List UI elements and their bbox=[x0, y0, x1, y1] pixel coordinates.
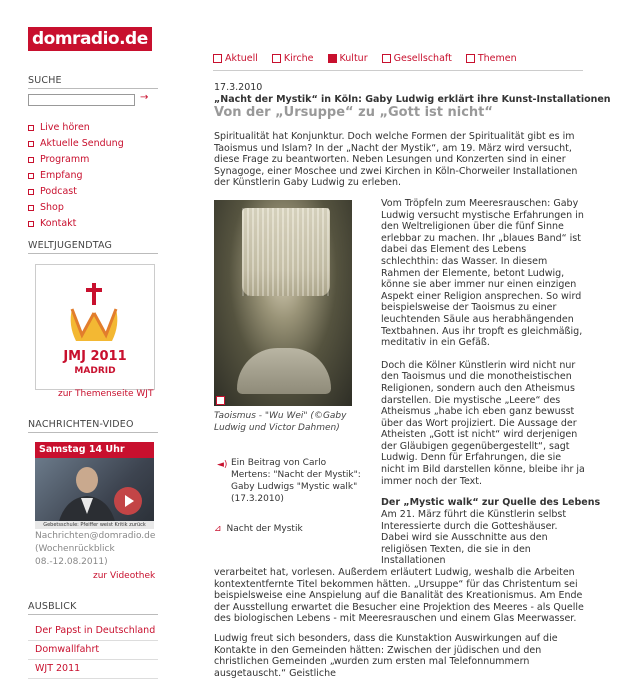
play-icon[interactable] bbox=[114, 487, 142, 515]
tab-label: Kultur bbox=[339, 53, 368, 64]
paragraph: Am 21. März führt die Künstlerin selbst Interessierte durch die Gotteshäuser. Dabei wird sie Ausschnitte aus den religiösen Texten, die sie in den Installationen bbox=[381, 509, 567, 567]
paragraph: Ludwig freut sich besonders, dass die Kunstaktion Auswirkungen auf die Kontakte in den Gemeinden hätten: Zwischen der jüdischen und den christlichen Gemeinden „wurden zum ersten mal Telefonnummern ausgetauscht.“ Geistliche bbox=[214, 633, 558, 679]
audio-icon: ◄) bbox=[217, 460, 228, 470]
bullet-square-icon bbox=[28, 141, 34, 147]
left-nav-item[interactable] bbox=[28, 201, 124, 217]
checkbox-square-icon bbox=[213, 54, 222, 63]
tab-aktuell[interactable] bbox=[213, 53, 258, 64]
video-heading: NACHRICHTEN-VIDEO bbox=[28, 419, 134, 430]
site-logo[interactable]: domradio.de bbox=[28, 27, 152, 51]
article-subheading: Der „Mystic walk“ zur Quelle des Lebens bbox=[381, 497, 601, 508]
checkbox-square-icon bbox=[272, 54, 281, 63]
video-link-text: Nacht der Mystik bbox=[226, 524, 303, 534]
audio-link[interactable] bbox=[214, 457, 364, 505]
ausblick-item[interactable]: Der Papst in Deutschland bbox=[28, 622, 158, 641]
left-nav-label: Shop bbox=[40, 202, 64, 213]
checkbox-square-filled-icon bbox=[328, 54, 337, 63]
left-nav-label: Empfang bbox=[40, 170, 83, 181]
left-nav-label: Podcast bbox=[40, 186, 77, 197]
video-link[interactable] bbox=[214, 524, 303, 534]
ausblick-heading: AUSBLICK bbox=[28, 601, 77, 612]
left-nav-label: Programm bbox=[40, 154, 90, 165]
bullet-square-icon bbox=[28, 221, 34, 227]
search-input[interactable] bbox=[28, 94, 135, 106]
bullet-square-icon bbox=[28, 173, 34, 179]
search-heading: SUCHE bbox=[28, 75, 62, 86]
wjt-heading: WELTJUGENDTAG bbox=[28, 240, 113, 251]
bullet-square-icon bbox=[28, 125, 34, 131]
article-date: 17.3.2010 bbox=[214, 82, 263, 93]
wjt-banner[interactable] bbox=[35, 264, 155, 390]
article-headline: Von der „Ursuppe“ zu „Gott ist nicht“ bbox=[214, 105, 493, 120]
ausblick-item[interactable]: WJT 2011 bbox=[28, 660, 158, 679]
article-body-column bbox=[381, 198, 586, 498]
tab-kultur[interactable] bbox=[328, 53, 368, 64]
video-teaser[interactable] bbox=[35, 442, 154, 529]
video-description: Nachrichten@domradio.de (Wochenrückblick 08.-12.08.2011) bbox=[35, 531, 156, 567]
search-submit-arrow-icon[interactable]: → bbox=[140, 92, 149, 103]
bullet-square-icon bbox=[28, 157, 34, 163]
article-photo[interactable] bbox=[214, 200, 352, 406]
top-nav bbox=[213, 53, 531, 64]
tab-gesellschaft[interactable] bbox=[382, 53, 452, 64]
video-badge: Samstag 14 Uhr bbox=[35, 442, 154, 458]
paragraph: verarbeitet hat, vorlesen. Außerdem erläutert Ludwig, weshalb die Arbeiten kontextentfernte Titel bekommen hätten. „Ursuppe“ für das Christentum sei beispielsweise eine Anspielung auf die Banalität des Kreationismus. Am Ende der Ausstellung erwartet die Besucher eine Projektion des Meeres - als Quelle des biologischen Lebens - mit Meeresrauschen und einem Glas Meerwasser. bbox=[214, 567, 584, 625]
left-nav bbox=[28, 121, 124, 233]
left-nav-label: Kontakt bbox=[40, 218, 77, 229]
left-nav-label: Aktuelle Sendung bbox=[40, 138, 124, 149]
tab-label: Gesellschaft bbox=[393, 53, 452, 64]
wjt-logo-icon bbox=[36, 265, 154, 389]
divider bbox=[213, 70, 583, 71]
divider bbox=[28, 253, 158, 254]
article-kicker: „Nacht der Mystik“ in Köln: Gaby Ludwig erklärt ihre Kunst-Installationen bbox=[214, 94, 611, 105]
video-thumbnail[interactable] bbox=[35, 458, 154, 529]
enlarge-icon[interactable] bbox=[216, 396, 225, 405]
left-nav-item[interactable] bbox=[28, 185, 124, 201]
installation-basin bbox=[237, 348, 331, 394]
videothek-link[interactable]: zur Videothek bbox=[93, 571, 156, 581]
checkbox-square-icon bbox=[466, 54, 475, 63]
left-nav-item[interactable] bbox=[28, 121, 124, 137]
left-nav-item[interactable] bbox=[28, 153, 124, 169]
checkbox-square-icon bbox=[382, 54, 391, 63]
left-nav-item[interactable] bbox=[28, 217, 124, 233]
tab-kirche[interactable] bbox=[272, 53, 314, 64]
divider bbox=[28, 88, 158, 89]
tab-label: Kirche bbox=[283, 53, 314, 64]
photo-caption: Taoismus - "Wu Wei" (©Gaby Ludwig und Victor Dahmen) bbox=[214, 411, 347, 433]
divider bbox=[28, 432, 158, 433]
left-nav-item[interactable] bbox=[28, 137, 124, 153]
left-nav-label: Live hören bbox=[40, 122, 90, 133]
article-lead: Spiritualität hat Konjunktur. Doch welche Formen der Spiritualität gibt es im Taoismus und Islam? In der „Nacht der Mystik“, am 19. März wird versucht, diese Frage zu beantworten. Neben Lesungen und Konzerten sind in einer Synagoge, einer Moschee und zwei Kirchen in Köln-Chorweiler Installationen der Künstlerin Gaby Ludwig zu erleben. bbox=[214, 131, 578, 189]
audio-link-text: Ein Beitrag von Carlo Mertens: "Nacht der Mystik": Gaby Ludwigs "Mystic walk" (17.3.2010) bbox=[231, 458, 361, 504]
tab-themen[interactable] bbox=[466, 53, 517, 64]
ausblick-list bbox=[28, 622, 158, 679]
paragraph: Doch die Kölner Künstlerin wird nicht nur den Taoismus und die monotheistischen Religionen, sondern auch den Atheismus darstellen. Die mystische „Leere“ des Atheismus „habe ich eben ganz bewusst über das Wort projiziert. Die Aussage der Atheisten „Gott ist nicht“ wird derjenigen der Gläubigen gegenübergestellt“, sagt Ludwig. Denn für Erfahrungen, die sie nicht im Bild darstellen könne, bleibe ihr ja immer noch der Text. bbox=[381, 359, 585, 487]
wjt-logo-subtext: MADRID bbox=[74, 366, 116, 376]
wjt-logo-text: JMJ 2011 bbox=[63, 349, 127, 364]
video-play-icon: ⊿ bbox=[214, 524, 222, 534]
ausblick-item[interactable]: Domwallfahrt bbox=[28, 641, 158, 660]
video-caption: Gebetsschule: Pfeiffer weist Kritik zurück bbox=[35, 521, 154, 529]
installation-cloth bbox=[242, 208, 330, 296]
paragraph: Vom Tröpfeln zum Meeresrauschen: Gaby Ludwig versucht mystische Erfahrungen in den Weltreligionen über die fünf Sinne erlebbar zu machen. Ihr „blaues Band“ ist dabei das Element des Lebens schlechthin: das Wasser. In diesem Rahmen der Elemente, betont Ludwig, könne sie aber immer nur einen einzigen Aspekt einer Religion ansprechen. So wird beispielsweise der Taoismus zu einer leuchtenden Säule aus herabhängenden Textbahnen. Aus ihr tropft es gleichmäßig, meditativ in ein Gefäß. bbox=[381, 198, 584, 349]
tab-label: Aktuell bbox=[225, 53, 258, 64]
left-nav-item[interactable] bbox=[28, 169, 124, 185]
divider bbox=[28, 614, 158, 615]
wjt-themenseite-link[interactable]: zur Themenseite WJT bbox=[58, 389, 154, 399]
bullet-square-icon bbox=[28, 205, 34, 211]
tab-label: Themen bbox=[477, 53, 517, 64]
bullet-square-icon bbox=[28, 189, 34, 195]
